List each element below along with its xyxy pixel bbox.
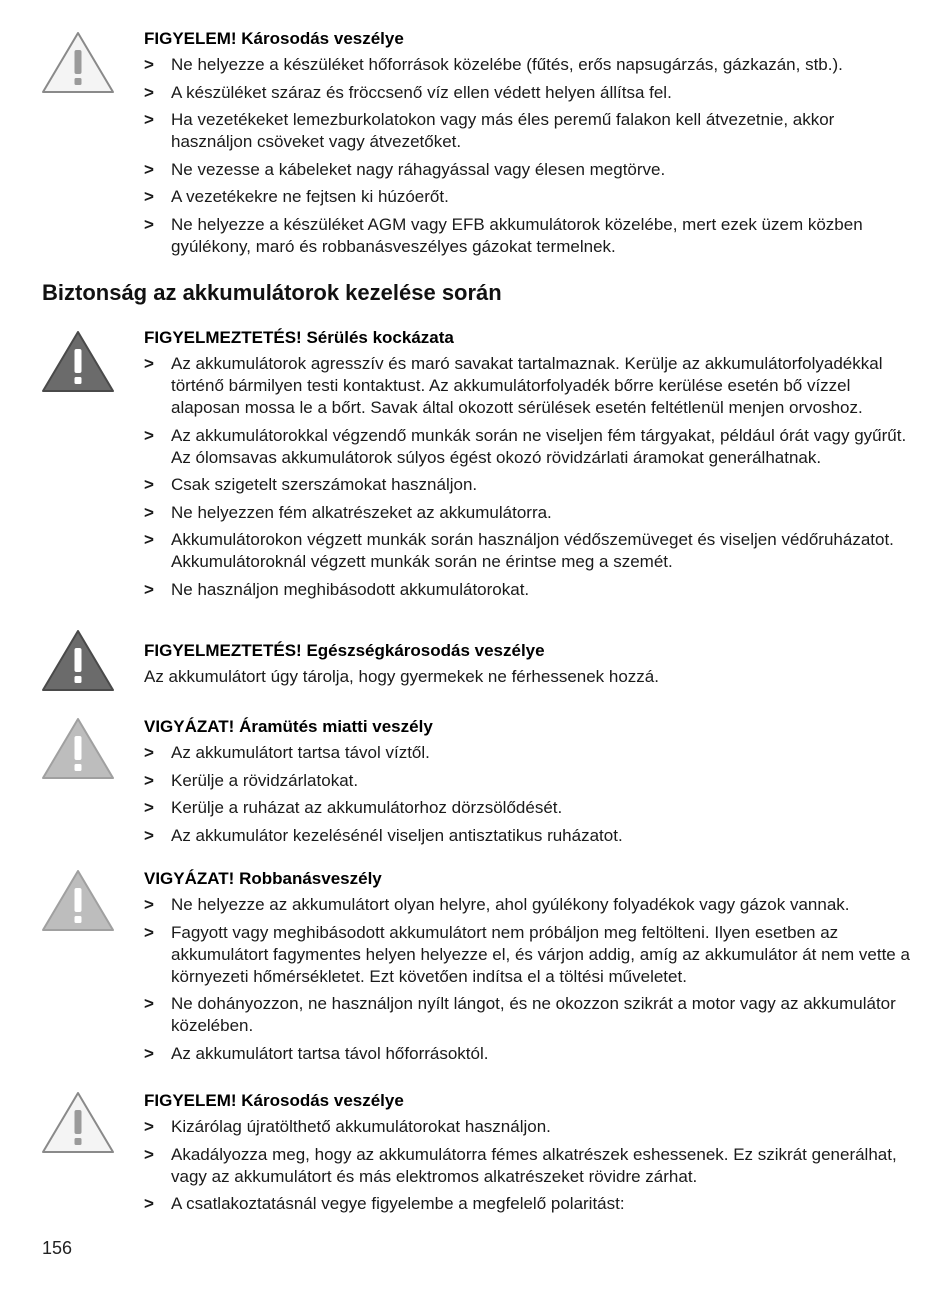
warning-triangle-dark-icon bbox=[40, 628, 116, 694]
list-item bbox=[144, 529, 914, 573]
list-item-text: Ne vezesse a kábeleket nagy ráhagyással vagy élesen megtörve. bbox=[171, 159, 666, 179]
list-item-text: Az akkumulátorokkal végzendő munkák során ne viseljen fém tárgyakat, például órát vagy gyűrűt. Az ólomsavas akkumulátorok súlyos égést okozó rövidzárlati áramokat generálhatnak. bbox=[171, 425, 907, 467]
list-item bbox=[144, 770, 914, 792]
bullet-arrow-icon: > bbox=[144, 55, 154, 74]
list-item-text: Kizárólag újratölthető akkumulátorokat használjon. bbox=[171, 1117, 551, 1136]
warning-triangle-dark-icon bbox=[40, 329, 116, 395]
bullet-arrow-icon: > bbox=[144, 159, 154, 179]
bullet-arrow-icon: > bbox=[144, 425, 154, 445]
block-title: FIGYELMEZTETÉS! Sérülés kockázata bbox=[144, 328, 454, 347]
warning-triangle-light-icon bbox=[40, 30, 116, 96]
warning-triangle-light-icon bbox=[40, 1090, 116, 1156]
list-item bbox=[144, 1116, 914, 1138]
bullet-arrow-icon: > bbox=[144, 798, 154, 817]
bullet-arrow-icon: > bbox=[144, 475, 154, 494]
bullet-arrow-icon: > bbox=[144, 579, 154, 599]
block-title: FIGYELEM! Károsodás veszélye bbox=[144, 29, 404, 48]
list-item bbox=[144, 825, 914, 847]
list-item bbox=[144, 579, 914, 601]
warning-triangle-grey-icon bbox=[40, 868, 116, 934]
list-item-text: Akadályozza meg, hogy az akkumulátorra fémes alkatrészek eshessenek. Ez szikrát generálhat, vagy az akkumulátort és más elektromos alkatrészeket rövidre zárhat. bbox=[171, 1144, 897, 1186]
list-item-text: A csatlakoztatásnál vegye figyelembe a megfelelő polaritást: bbox=[171, 1194, 625, 1213]
list-item bbox=[144, 353, 914, 419]
list-item-text: Ne használjon meghibásodott akkumulátorokat. bbox=[171, 579, 530, 599]
bullet-arrow-icon: > bbox=[144, 922, 154, 942]
list-item-text: Kerülje a rövidzárlatokat. bbox=[171, 770, 359, 790]
block-title: VIGYÁZAT! Áramütés miatti veszély bbox=[144, 717, 433, 736]
bullet-arrow-icon: > bbox=[144, 110, 154, 129]
list-item-text: Ne dohányozzon, ne használjon nyílt lángot, és ne okozzon szikrát a motor vagy az akkumulátor közelében. bbox=[171, 994, 896, 1035]
page-number: 156 bbox=[42, 1238, 73, 1258]
list-item bbox=[144, 425, 914, 469]
bullet-arrow-icon: > bbox=[144, 1117, 154, 1136]
list-item-text: Ha vezetékeket lemezburkolatokon vagy más éles peremű falakon kell átvezetnie, akkor használjon csöveket vagy átvezetőket. bbox=[171, 110, 835, 151]
list-item-text: Ne helyezze az akkumulátort olyan helyre, ahol gyúlékony folyadékok vagy gázok vannak. bbox=[171, 895, 850, 914]
bullet-arrow-icon: > bbox=[144, 1043, 154, 1063]
block-title: VIGYÁZAT! Robbanásveszély bbox=[144, 869, 382, 888]
list-item bbox=[144, 1193, 914, 1215]
list-item bbox=[144, 474, 914, 496]
list-item-text: Csak szigetelt szerszámokat használjon. bbox=[171, 475, 478, 494]
list-item-text: A vezetékekre ne fejtsen ki húzóerőt. bbox=[171, 187, 449, 206]
bullet-arrow-icon: > bbox=[144, 530, 154, 549]
list-item bbox=[144, 159, 914, 181]
block-title: FIGYELMEZTETÉS! Egészségkárosodás veszélye bbox=[144, 641, 545, 660]
list-item-text: Kerülje a ruházat az akkumulátorhoz dörzsölődését. bbox=[171, 798, 563, 817]
list-item-text: Fagyott vagy meghibásodott akkumulátort nem próbáljon meg feltölteni. Ilyen esetben az akkumulátort fagymentes helyen helyezze el, és várjon addig, amíg az akkumulátor át nem vette a környezeti hőmérsékletet. Ezt követően indítsa el a töltési műveletet. bbox=[171, 922, 910, 986]
bullet-arrow-icon: > bbox=[144, 743, 154, 762]
list-item-text: Ne helyezzen fém alkatrészeket az akkumulátorra. bbox=[171, 502, 552, 522]
section-heading: Biztonság az akkumulátorok kezelése során bbox=[42, 280, 502, 305]
list-item-text: Ne helyezze a készüléket AGM vagy EFB akkumulátorok közelébe, mert ezek üzem közben gyúlékony, maró és robbanásveszélyes gázokat termelnek. bbox=[171, 214, 863, 256]
bullet-arrow-icon: > bbox=[144, 354, 154, 373]
list-item-text: Az akkumulátort tartsa távol víztől. bbox=[171, 743, 430, 762]
list-item-text: Az akkumulátor kezelésénél viseljen antisztatikus ruházatot. bbox=[171, 825, 623, 845]
list-item bbox=[144, 214, 914, 258]
bullet-arrow-icon: > bbox=[144, 770, 154, 790]
block-text: Az akkumulátort úgy tárolja, hogy gyermekek ne férhessenek hozzá. bbox=[144, 667, 659, 686]
list-item bbox=[144, 742, 914, 764]
warning-triangle-grey-icon bbox=[40, 716, 116, 782]
list-item-text: Akkumulátorokon végzett munkák során használjon védőszemüveget és viseljen védőruházatot. Akkumulátoroknál végzett munkák során ne érintse meg a szemét. bbox=[171, 530, 894, 571]
bullet-arrow-icon: > bbox=[144, 82, 154, 102]
bullet-arrow-icon: > bbox=[144, 1144, 154, 1164]
list-item-text: A készüléket száraz és fröccsenő víz ellen védett helyen állítsa fel. bbox=[171, 82, 672, 102]
list-item bbox=[144, 54, 914, 76]
block-title: FIGYELEM! Károsodás veszélye bbox=[144, 1091, 404, 1110]
bullet-arrow-icon: > bbox=[144, 895, 154, 914]
list-item bbox=[144, 993, 914, 1037]
list-item-text: Az akkumulátort tartsa távol hőforrásoktól. bbox=[171, 1043, 489, 1063]
list-item bbox=[144, 894, 914, 916]
bullet-arrow-icon: > bbox=[144, 214, 154, 234]
list-item bbox=[144, 797, 914, 819]
list-item bbox=[144, 186, 914, 208]
list-item bbox=[144, 1043, 914, 1065]
list-item bbox=[144, 502, 914, 524]
bullet-arrow-icon: > bbox=[144, 1194, 154, 1213]
list-item bbox=[144, 109, 914, 153]
bullet-arrow-icon: > bbox=[144, 994, 154, 1013]
list-item bbox=[144, 922, 914, 988]
list-item-text: Ne helyezze a készüléket hőforrások közelébe (fűtés, erős napsugárzás, gázkazán, stb.). bbox=[171, 55, 843, 74]
list-item-text: Az akkumulátorok agresszív és maró savakat tartalmaznak. Kerülje az akkumulátorfolyadékkal történő bármilyen testi kontaktust. Az akkumulátorfolyadék bőrre kerülése esetén bő vízzel alaposan mossa le a bőrt. Savak által okozott sérülések esetén feltétlenül menjen orvoshoz. bbox=[171, 354, 883, 417]
list-item bbox=[144, 1144, 914, 1188]
bullet-arrow-icon: > bbox=[144, 825, 154, 845]
list-item bbox=[144, 82, 914, 104]
bullet-arrow-icon: > bbox=[144, 187, 154, 206]
bullet-arrow-icon: > bbox=[144, 502, 154, 522]
